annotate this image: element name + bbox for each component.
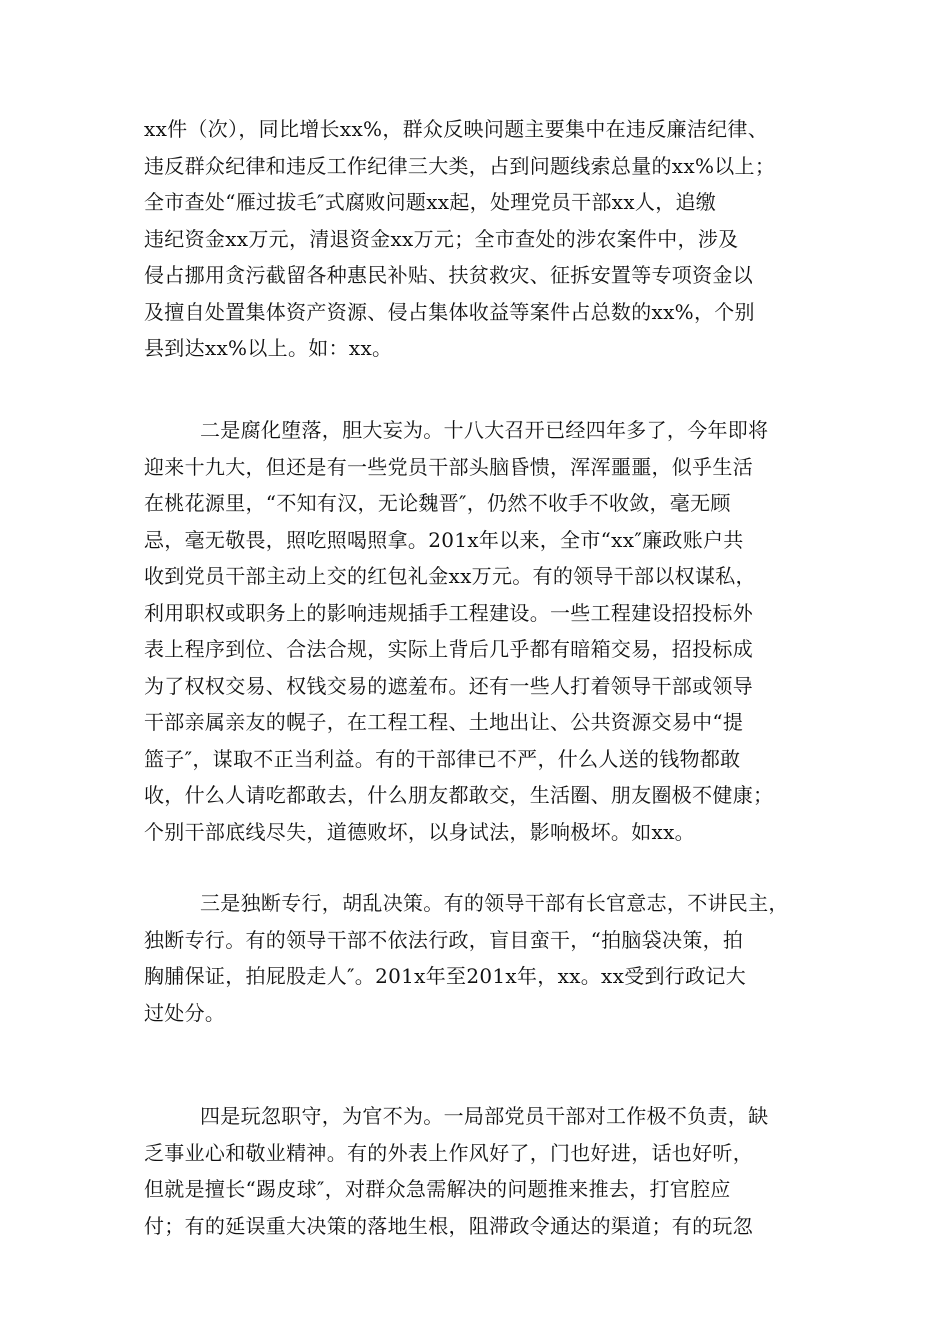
text-line: 但就是擅长“踢皮球″，对群众急需解决的问题推来推去，打官腔应 [144,1177,731,1201]
text-line: 篮子″，谋取不正当利益。有的干部律已不严，什么人送的钱物都敢 [144,746,741,771]
text-line: 乏事业心和敬业精神。有的外表上作风好了，门也好进，话也好听， [144,1140,753,1165]
text-line: 收到党员干部主动上交的红包礼金xx万元。有的领导干部以权谋私， [144,564,756,588]
paragraph-dereliction [144,1098,812,1244]
text-line: 忌，毫无敬畏，照吃照喝照拿。201x年以来，全市“xx″廉政账户共 [144,527,744,552]
text-line: 全市查处“雁过拔毛″式腐败问题xx起，处理党员干部xx人，追缴 [144,190,717,214]
text-line: 胸脯保证，拍屁股走人″。201x年至201x年，xx。xx受到行政记大 [144,964,746,988]
text-line: 干部亲属亲友的幌子，在工程工程、土地出让、公共资源交易中“提 [144,710,744,734]
text-line: 付；有的延误重大决策的落地生根，阻滞政令通达的渠道；有的玩忽 [144,1213,753,1238]
text-line: 迎来十九大，但还是有一些党员干部头脑昏愦，浑浑噩噩，似乎生活 [144,454,753,479]
text-line: 收，什么人请吃都敢去，什么朋友都敢交，生活圈、朋友圈极不健康； [144,783,774,807]
text-line: 违反群众纪律和违反工作纪律三大类，占到问题线索总量的xx%以上； [144,153,776,178]
text-line: xx件（次），同比增长xx%，群众反映问题主要集中在违反廉洁纪律、 [144,117,769,141]
paragraph-continuation [144,111,812,367]
text-line: 及擅自处置集体资产资源、侵占集体收益等案件占总数的xx%，个别 [144,299,755,324]
text-line: 独断专行。有的领导干部不依法行政，盲目蛮干，“拍脑袋决策，拍 [144,927,744,952]
text-line: 三是独断专行，胡乱决策。有的领导干部有长官意志，不讲民主， [200,891,789,915]
text-line: 表上程序到位、合法合规，实际上背后几乎都有暗箱交易，招投标成 [144,637,753,661]
text-line: 个别干部底线尽失，道德败坏，以身试法，影响极坏。如xx。 [144,819,695,844]
text-line: 四是玩忽职守，为官不为。一局部党员干部对工作极不负责，缺 [200,1104,769,1128]
paragraph-arbitrary-decisions [144,885,812,1031]
text-line: 侵占挪用贪污截留各种惠民补贴、扶贫救灾、征拆安置等专项资金以 [144,263,753,287]
text-line: 过处分。 [144,1000,226,1025]
text-line: 利用职权或职务上的影响违规插手工程建设。一些工程建设招投标外 [144,600,753,625]
text-line: 违纪资金xx万元，清退资金xx万元；全市查处的涉农案件中，涉及 [144,226,739,251]
paragraph-corruption [144,412,812,850]
text-line: 在桃花源里，“不知有汉，无论魏晋″，仍然不收手不收敛，毫无顾 [144,491,731,515]
text-line: 县到达xx%以上。如：xx。 [144,336,393,360]
text-line: 为了权权交易、权钱交易的遮羞布。还有一些人打着领导干部或领导 [144,673,753,698]
text-line: 二是腐化堕落，胆大妄为。十八大召开已经四年多了，今年即将 [200,418,769,442]
